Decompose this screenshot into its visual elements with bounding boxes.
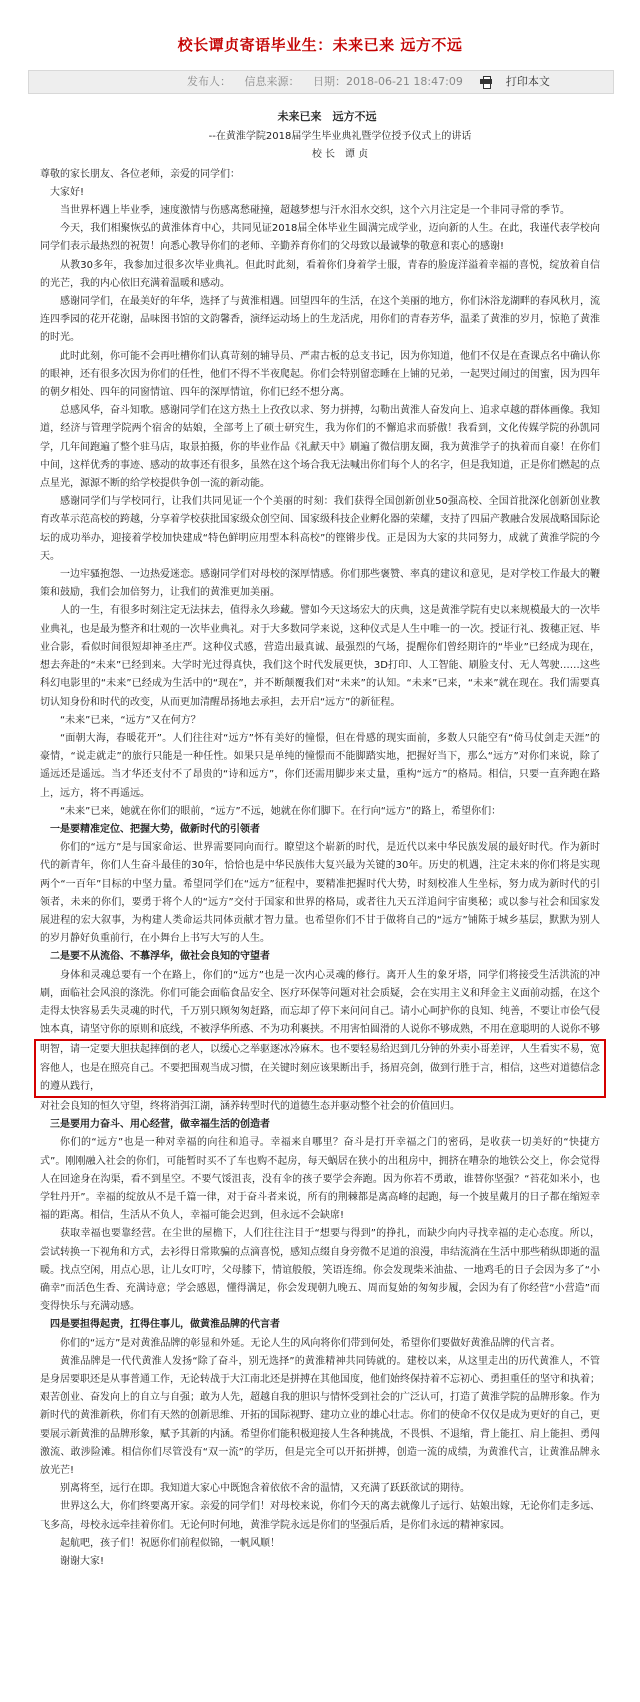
paragraph: 当世界杯遇上毕业季，速度激情与伤感离愁碰撞，超越梦想与汗水泪水交织，这个六月注定是一个非同寻常的季节。 <box>60 205 570 217</box>
paragraph: 你们的“远方”是对黄淮品牌的彰显和外延。无论人生的风向将你们带到何处，希望你们要做好黄淮品牌的代言者。 <box>60 1337 561 1349</box>
article-title: 未来已来 远方不远 <box>277 110 377 123</box>
paragraph: 感谢同学们，在最美好的年华，选择了与黄淮相遇。回望四年的生活，在这个美丽的地方，你们沐浴龙湖畔的春风秋月，流连四季园的花开花谢，品味图书馆的文韵馨香，演绎运动场上的生龙活虎，用你们的青春芳华，温柔了黄淮的岁月，惊艳了黄淮的时光。 <box>40 296 600 344</box>
article-author: 校 长 谭 贞 <box>311 149 369 161</box>
publish-date: 日期：2018-06-21 18:47:09 <box>313 75 463 88</box>
paragraph: “未来”已来，“远方”又在何方？ <box>60 714 201 726</box>
print-article-link[interactable]: 打印本文 <box>505 75 550 88</box>
paragraph: 起航吧，孩子们！祝愿你们前程似锦，一帆风顺！ <box>60 1537 280 1549</box>
paragraph: 世界这么大，你们终要离开家。亲爱的同学们！对母校来说，你们今天的离去就像儿子远行、姑娘出嫁，无论你们走多远、飞多高，母校永远牵挂着你们。无论何时何地，黄淮学院永远是你们的坚强后盾，是你们永远的精神家园。 <box>40 1501 600 1531</box>
paragraph: 获取幸福也要靠经营。在尘世的屋檐下，人们往往注目于“想要与得到”的挣扎，而缺少向内寻找幸福的走心态度。所以，尝试转换一下视角和方式，去衫得日常欺骗的点滴喜悦，感知点缀自身旁微不足道的浪漫，串结流淌在生活中那些稍纵即逝的温暖。找点空闲，用点心思，让儿女叮咛，父母膝下，情谊般般，笑语连绵。你会发现柴米油盐、一地鸡毛的日子会因为多了“小确幸”而活色生香、充满诗意；学会感恩，懂得满足，你会发现朝九晚五、周而复始的匆匆步履，会因为有了你经营“小营造”而变得快乐与充满动感。 <box>40 1228 600 1313</box>
paragraph: 从教30多年，我参加过很多次毕业典礼。但此时此刻，看着你们身着学士服，青春的脸庞洋溢着幸福的喜悦，绽放着自信的光芒，我的内心依旧充满着温暖和感动。 <box>40 259 600 289</box>
paragraph: 总感风华，奋斗知歌。感谢同学们在这方热土上孜孜以求、努力拼搏，勾勒出黄淮人奋发向上、追求卓越的群体画像。我知道，经济与管理学院两个宿舍的姑娘，全部考上了硕士研究生，我为你们的不懈追求而骄傲！我看到，文化传媒学院的孙凯同学，几年间跑遍了整个驻马店，取景拍摄，你的毕业作品《礼献天中》刷遍了微信朋友圈，我为黄淮学子的执着而自豪！在你们中间，这样优秀的事迹、感动的故事还有很多，虽然在这个场合我无法喊出你们每个人的名字，但是我知道，正是你们燃起的点点星光，源源不断的给学校提供争创一流的新动能。 <box>40 405 600 490</box>
paragraph: 你们的“远方”也是一种对幸福的向往和追寻。幸福来自哪里？奋斗是打开幸福之门的密码，是收获一切美好的“快捷方式”。刚刚融入社会的你们，可能暂时买不了车也购不起房，每天蜗居在狭小的出租房中，拥挤在嘈杂的地铁公交上，你会觉得人在回途身在沟渠，看不到星空。不要气馁沮丧，没有伞的孩子要学会奔跑。因为你若不勇敢，谁替你坚强？“苔花如米小，也学牡丹开”。幸福的绽放从不是千篇一律，对于奋斗者来说，所有的荆棘都是离高峰的起跑，每一个披星戴月的日子都在缩短幸福的距离。相信，生活从不负人，幸福可能会迟到，但永远不会缺席! <box>40 1137 600 1222</box>
paragraph: 此时此刻，你可能不会再吐槽你们认真苛刻的辅导员、严肃古板的总支书记，因为你知道，他们不仅是在查课点名中确认你的眼神，还有很多次因为你们的任性，他们不得不半夜爬起。你们会特别留恋睡在上铺的兄弟，一起哭过闹过的闺蜜，因为四年的朝夕相处、四年的同窗情谊、四年的深厚情谊，你们已经不想分离。 <box>40 350 600 399</box>
article-body <box>40 108 600 1571</box>
page-title: 校长谭贞寄语毕业生：未来已来 远方不远 <box>177 36 463 54</box>
highlighted-passage: 明智，请一定要大胆扶起摔倒的老人，以缓心之举驱逐冰冷麻木。也不要轻易给迟到几分钟的外卖小哥差评，人生看实不易，宽容他人，也是在照亮自己。不要把围观当成习惯，在关键时刻应该果断出手，扬眉亮剑，做到行胜于言，相信，这些对道德信念的遵从践行， <box>34 1039 606 1098</box>
paragraph: 你们的“远方”是与国家命运、世界需要同向而行。瞭望这个崭新的时代，是近代以来中华民族发展的最好时代。作为新时代的新青年，你们人生奋斗最佳的30年，恰恰也是中华民族伟大复兴最为关键的30年。历史的机遇，注定未来的你们将是实现两个“一百年”目标的中坚力量。希望同学们在“远方”征程中，要精准把握时代大势，时刻校准人生坐标，努力成为新时代的引领者，未来的你们，要勇于将个人的“远方”交付于国家和世界的格局，或者往九天五洋追问宇宙奥秘；或以参与社会和国家发展进程的宏大叙事，为构建人类命运共同体贡献才智力量。也希望你们不甘于做将自己的“远方”铺陈于城乡基层，默默为别人的岁月静好负重前行，在小舞台上书写大写的人生。 <box>40 842 600 945</box>
paragraph: 对社会良知的恒久守望，终将消弭江湖，涵养转型时代的道德生态并驱动整个社会的价值回归。 <box>40 1100 460 1112</box>
paragraph: 今天，我们相聚恢弘的黄淮体育中心，共同见证2018届全体毕业生圆满完成学业，迈向新的人生。在此，我谨代表学校向同学们表示最热烈的祝贺！向悉心教导你们的老师、辛勤养育你们的父母致以最诚挚的敬意和衷心的感谢! <box>40 223 600 253</box>
article-subtitle: --在黄淮学院2018届学生毕业典礼暨学位授予仪式上的讲话 <box>208 131 472 143</box>
paragraph: 感谢同学们与学校同行，让我们共同见证一个个美丽的时刻：我们获得全国创新创业50强高校、全国首批深化创新创业教育改革示范高校的跨越，分享着学校获批国家级众创空间、国家级科技企业孵化器的荣耀，支持了四届产教融合发展战略国际论坛的成功举办，迎接着学校加快建成“特色鲜明应用型本科高校”的铿锵步伐。正是因为大家的共同努力，成就了黄淮学院的今天。 <box>40 496 600 562</box>
paragraph: “未来”已来，她就在你们的眼前，“远方”不远，她就在你们脚下。在行向“远方”的路上，希望你们： <box>60 805 502 817</box>
paragraph: 人的一生，有很多时刻注定无法抹去，值得永久珍藏。譬如今天这场宏大的庆典，这是黄淮学院有史以来规模最大的一次毕业典礼，也是最为整齐和壮观的一次毕业典礼。对于大多数同学来说，这种仪式是人生中唯一的一次。授证行礼、拨穗正冠、毕业合影，看似时间很短却神圣庄严。这种仪式感，营造出最真诚、最强烈的气场，提醒你们曾经期许的“毕业”已经成为现在，想去奔赴的“未来”已经到来。大学时光过得真快，我们这个时代发展更快，3D打印、人工智能、刷脸支付、无人驾驶……这些科幻电影里的“未来”已经成为生活中的“现在”，并不断颠覆我们对“未来”的认知。“未来”已来，“未来”就在现在。我们需要真切认知身份和时代的改变，从而更加清醒昂扬地去承担，去开启“远方”的新征程。 <box>40 605 600 708</box>
paragraph: 黄淮品牌是一代代黄淮人发扬“除了奋斗，别无选择”的黄淮精神共同铸就的。建校以来，从这里走出的历代黄淮人，不管是身居要职还是从事普通工作，无论转战于大江南北还是拼搏在其他国度，他们始终保持着不忘初心、勇担重任的坚守和执着；艰苦创业、奋发向上的自立与自强；敢为人先，超越自我的胆识与情怀受到社会的广泛认可，打造了黄淮学院的品牌形象。作为新时代的黄淮新秩，你们有天然的创新思维、开拓的国际视野、建功立业的雄心壮志。你们的使命不仅仅是成为更好的自己，更要展示新黄淮的品牌形象，赋予其新的内涵。希望你们能积极迎接人生各种挑战，不畏惧、不退缩，背上能扛、肩上能担、勇闯激流、敢涉险滩。相信你们尽管没有“双一流”的学历，但是完全可以开拓拼搏，创造一流的成绩，为黄淮代言，让黄淮品牌永放光芒! <box>40 1355 600 1477</box>
publisher-label: 发布人： <box>187 75 231 88</box>
paragraph: “面朝大海，春暖花开”。人们往往对“远方”怀有美好的憧憬，但在骨感的现实面前，多数人只能空有“倚马仗剑走天涯”的豪情，“说走就走”的旅行只能是一种任性。如果只是单纯的憧憬而不能脚踏实地，把握好当下，那么“远方”对你们来说，除了遥远还是遥远。当才华还支付不了昂贵的“诗和远方”，你们还需用脚步来丈量，重构“远方”的格局。相信，只要一直奔跑在路上，远方，将不再遥远。 <box>40 732 600 799</box>
printer-icon[interactable] <box>480 76 492 87</box>
source-label: 信息来源： <box>244 75 300 88</box>
section-heading-1: 一是要精准定位、把握大势，做新时代的引领者 <box>50 823 260 835</box>
paragraph: 身体和灵魂总要有一个在路上，你们的“远方”也是一次内心灵魂的修行。离开人生的象牙塔，同学们将接受生活洪流的冲刷，面临社会风浪的涤洗。你们可能会面临食品安全、医疗环保等问题对社会质疑，会在实用主义和拜金主义面前动摇，在这个走得太快容易丢失灵魂的时代，千万别只顾匆匆赶路，而忘却了停下来问问自己。请小心呵护你的良知、纯善，不要让市侩气侵蚀本真，请坚守你的原则和底线，不被浮华所惑、不为功利裹挟。不用害怕圆滑的人说你不够成熟，不用在意聪明的人说你不够 <box>40 969 600 1036</box>
paragraph: 谢谢大家! <box>60 1556 105 1568</box>
paragraph: 别离将至，远行在即。我知道大家心中既饱含着依依不舍的温情，又充满了跃跃欲试的期待。 <box>60 1483 470 1495</box>
section-heading-2: 二是要不从流俗、不慕浮华，做社会良知的守望者 <box>50 951 270 963</box>
greeting: 大家好! <box>50 186 85 198</box>
paragraph: 一边牢骚抱怨、一边热爱迷恋。感谢同学们对母校的深厚情感。你们那些褒赞、率真的建议和意见，是对学校工作最大的鞭策和鼓励，我们会加倍努力，让我们的黄淮更加美丽。 <box>40 569 600 599</box>
section-heading-3: 三是要用力奋斗、用心经营，做幸福生活的创造者 <box>50 1119 270 1131</box>
section-heading-4: 四是要担得起责，扛得住事儿，做黄淮品牌的代言者 <box>50 1319 280 1331</box>
article-meta-bar <box>28 70 614 94</box>
salutation: 尊敬的家长朋友、各位老师，亲爱的同学们： <box>40 168 240 180</box>
